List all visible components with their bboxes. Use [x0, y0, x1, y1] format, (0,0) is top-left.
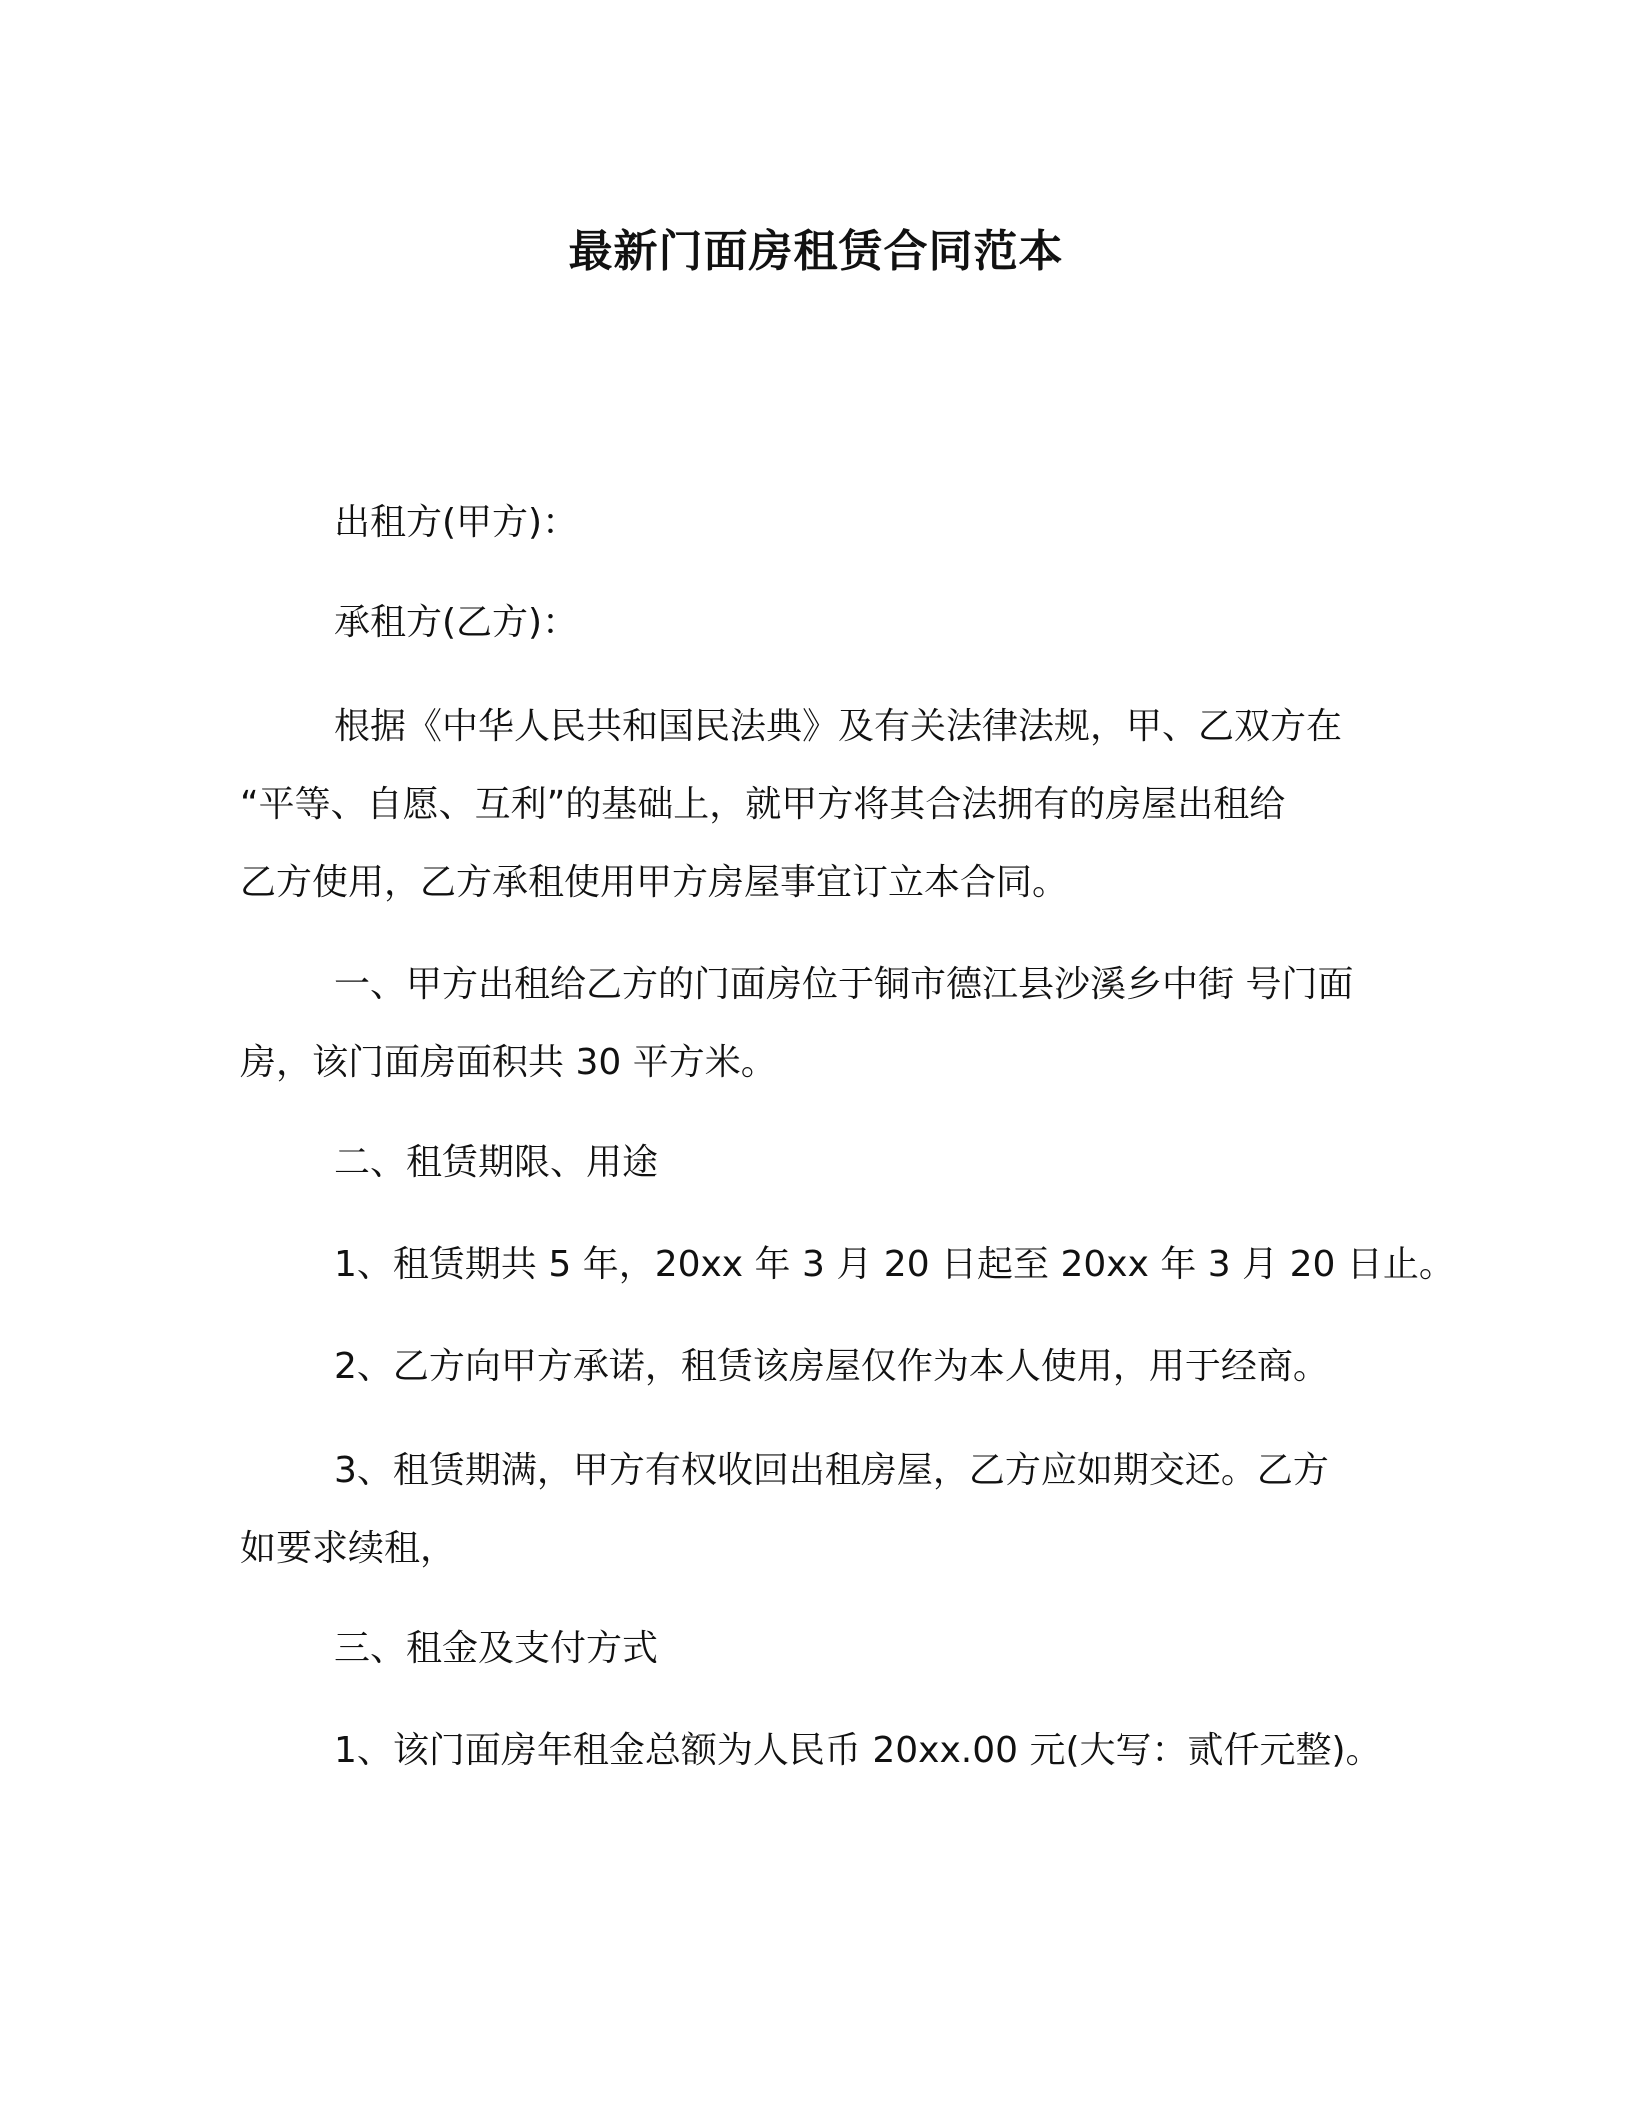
- item-3-1-text: 1、该门面房年租金总额为人民币 20xx.00 元(大写：贰仟元整)。: [334, 1730, 1382, 1771]
- party-a-label: 出租方(甲方)：: [334, 502, 579, 543]
- clause-1-paragraph: [240, 946, 1410, 1102]
- section-3-heading: [240, 1610, 1410, 1688]
- section-2-heading: [240, 1124, 1410, 1202]
- party-b-label: 承租方(乙方)：: [334, 602, 579, 643]
- item-2-1-text: 1、租赁期共 5 年，20xx 年 3 月 20 日起至 20xx 年 3 月 20 日止。: [334, 1244, 1455, 1285]
- item-3-1: [240, 1712, 1410, 1790]
- section-2-heading-text: 二、租赁期限、用途: [334, 1142, 659, 1183]
- preamble-line: 乙方使用，乙方承租使用甲方房屋事宜订立本合同。: [240, 862, 1069, 903]
- section-3-heading-text: 三、租金及支付方式: [334, 1628, 659, 1669]
- party-b-line: [240, 584, 1410, 662]
- clause-1-line: 一、甲方出租给乙方的门面房位于铜市德江县沙溪乡中街 号门面: [334, 964, 1354, 1005]
- document-title: 最新门面房租赁合同范本: [568, 226, 1064, 277]
- preamble-line: “平等、自愿、互利”的基础上，就甲方将其合法拥有的房屋出租给: [240, 784, 1286, 825]
- item-2-3-paragraph: [240, 1432, 1410, 1588]
- item-2-3-line: 如要求续租，: [240, 1528, 457, 1569]
- party-a-line: [240, 484, 1410, 562]
- clause-1-line: 房，该门面房面积共 30 平方米。: [240, 1042, 777, 1083]
- item-2-3-line: 3、租赁期满，甲方有权收回出租房屋，乙方应如期交还。乙方: [334, 1450, 1329, 1491]
- item-2-1: [240, 1226, 1455, 1304]
- preamble-paragraph: [240, 688, 1410, 922]
- item-2-2: [240, 1328, 1410, 1406]
- preamble-line: 根据《中华人民共和国民法典》及有关法律法规，甲、乙双方在: [334, 706, 1343, 747]
- item-2-2-text: 2、乙方向甲方承诺，租赁该房屋仅作为本人使用，用于经商。: [334, 1346, 1329, 1387]
